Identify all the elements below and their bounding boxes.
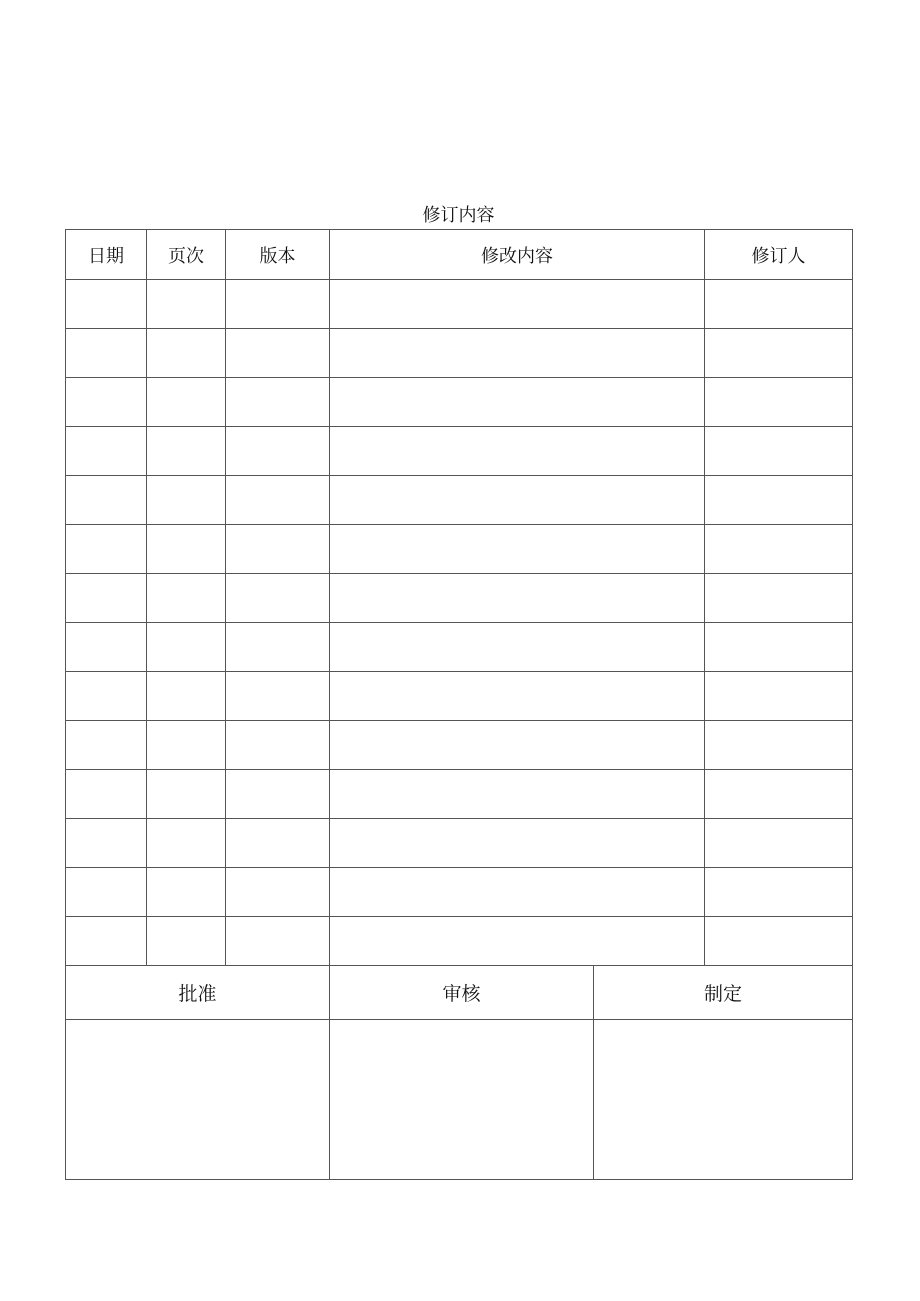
cell-reviser <box>705 819 853 868</box>
cell-version <box>226 721 330 770</box>
cell-version <box>226 329 330 378</box>
table-row <box>66 917 853 966</box>
revision-table <box>65 229 853 966</box>
column-header-version: 版本 <box>226 230 330 280</box>
column-header-date: 日期 <box>66 230 147 280</box>
signoff-signature-row <box>66 1020 853 1180</box>
cell-reviser <box>705 574 853 623</box>
cell-page <box>147 574 226 623</box>
cell-change-content <box>330 329 705 378</box>
cell-reviser <box>705 329 853 378</box>
approve-label: 批准 <box>66 966 330 1020</box>
cell-change-content <box>330 280 705 329</box>
cell-date <box>66 770 147 819</box>
cell-reviser <box>705 868 853 917</box>
cell-version <box>226 476 330 525</box>
cell-date <box>66 917 147 966</box>
table-row <box>66 770 853 819</box>
cell-date <box>66 721 147 770</box>
signoff-header-row <box>66 966 853 1020</box>
cell-change-content <box>330 574 705 623</box>
table-row <box>66 427 853 476</box>
table-row <box>66 525 853 574</box>
cell-date <box>66 280 147 329</box>
prepare-signature-cell <box>594 1020 853 1180</box>
cell-date <box>66 476 147 525</box>
cell-reviser <box>705 427 853 476</box>
cell-version <box>226 770 330 819</box>
revision-table-body <box>66 280 853 966</box>
cell-page <box>147 280 226 329</box>
table-row <box>66 672 853 721</box>
cell-change-content <box>330 721 705 770</box>
prepare-label: 制定 <box>594 966 853 1020</box>
column-header-change-content: 修改内容 <box>330 230 705 280</box>
cell-page <box>147 868 226 917</box>
cell-change-content <box>330 672 705 721</box>
table-row <box>66 623 853 672</box>
table-row <box>66 329 853 378</box>
cell-change-content <box>330 917 705 966</box>
cell-change-content <box>330 868 705 917</box>
cell-reviser <box>705 770 853 819</box>
cell-page <box>147 770 226 819</box>
cell-page <box>147 329 226 378</box>
table-row <box>66 574 853 623</box>
table-row <box>66 476 853 525</box>
cell-date <box>66 623 147 672</box>
cell-date <box>66 819 147 868</box>
cell-change-content <box>330 427 705 476</box>
cell-version <box>226 917 330 966</box>
signoff-table <box>65 965 853 1180</box>
cell-page <box>147 476 226 525</box>
cell-page <box>147 917 226 966</box>
cell-reviser <box>705 476 853 525</box>
cell-version <box>226 574 330 623</box>
revision-table-title: 修订内容 <box>422 205 495 226</box>
cell-version <box>226 525 330 574</box>
cell-page <box>147 721 226 770</box>
review-label: 审核 <box>330 966 594 1020</box>
cell-reviser <box>705 623 853 672</box>
review-signature-cell <box>330 1020 594 1180</box>
cell-reviser <box>705 672 853 721</box>
cell-date <box>66 672 147 721</box>
cell-page <box>147 672 226 721</box>
table-row <box>66 378 853 427</box>
cell-reviser <box>705 917 853 966</box>
cell-date <box>66 329 147 378</box>
cell-date <box>66 868 147 917</box>
cell-version <box>226 623 330 672</box>
cell-change-content <box>330 819 705 868</box>
cell-date <box>66 378 147 427</box>
cell-version <box>226 378 330 427</box>
cell-change-content <box>330 476 705 525</box>
cell-version <box>226 868 330 917</box>
revision-header-row <box>66 230 853 280</box>
cell-reviser <box>705 378 853 427</box>
cell-change-content <box>330 378 705 427</box>
cell-page <box>147 378 226 427</box>
cell-page <box>147 525 226 574</box>
cell-page <box>147 427 226 476</box>
column-header-reviser: 修订人 <box>705 230 853 280</box>
cell-change-content <box>330 623 705 672</box>
column-header-page: 页次 <box>147 230 226 280</box>
cell-change-content <box>330 525 705 574</box>
cell-reviser <box>705 525 853 574</box>
table-row <box>66 868 853 917</box>
cell-date <box>66 427 147 476</box>
table-row <box>66 819 853 868</box>
cell-reviser <box>705 721 853 770</box>
cell-date <box>66 574 147 623</box>
cell-version <box>226 672 330 721</box>
cell-version <box>226 819 330 868</box>
cell-version <box>226 280 330 329</box>
cell-version <box>226 427 330 476</box>
cell-page <box>147 819 226 868</box>
cell-change-content <box>330 770 705 819</box>
approve-signature-cell <box>66 1020 330 1180</box>
cell-page <box>147 623 226 672</box>
table-row <box>66 280 853 329</box>
cell-date <box>66 525 147 574</box>
cell-reviser <box>705 280 853 329</box>
table-row <box>66 721 853 770</box>
